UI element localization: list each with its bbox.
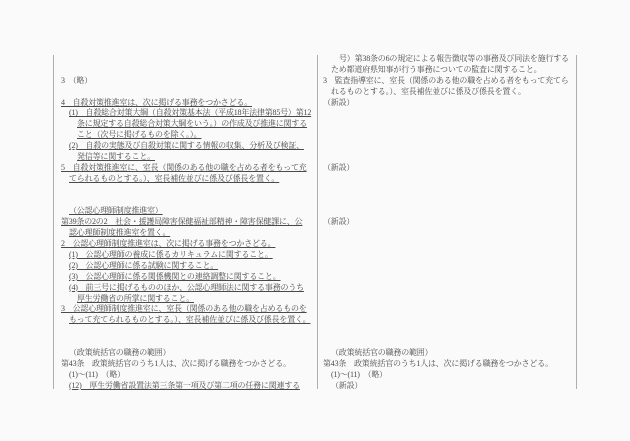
document-line: 条に規定する自殺総合対策大綱をいう。）の作成及び推進に関する <box>77 119 307 129</box>
document-line <box>323 108 574 119</box>
document-line: 第43条 政策統括官のうち1人は、次に掲げる職務をつかさどる。 <box>323 358 553 368</box>
document-line <box>323 304 574 315</box>
document-line: 4 自殺対策推進室は、次に掲げる事務をつかさどる。 <box>61 97 252 107</box>
document-line <box>323 337 574 348</box>
document-line: 厚生労働省の所掌に関すること。 <box>77 293 194 303</box>
document-line: 3 （略） <box>61 75 92 85</box>
document-line: 発信等に関すること。 <box>77 152 155 162</box>
document-line <box>323 261 574 272</box>
document-line <box>323 228 574 239</box>
document-line: （新設） <box>331 380 363 390</box>
document-line <box>61 54 314 65</box>
document-line: (1)～(11) （略） <box>69 369 125 379</box>
document-line <box>323 130 574 141</box>
document-line: (2) 公認心理師に係る試験に関すること。 <box>69 260 219 270</box>
document-line: （政策統括官の職務の範囲） <box>69 348 171 358</box>
document-line <box>61 87 314 98</box>
document-line: (1) 公認心理師の養成に係るカリキュラムに関すること。 <box>69 250 273 260</box>
document-line <box>61 337 314 348</box>
document-line <box>323 196 574 207</box>
document-line: ため都道府県知事が行う事務についての監査に関すること。 <box>331 64 542 74</box>
document-line <box>61 196 314 207</box>
document-line <box>323 326 574 337</box>
document-line: (1)～(11) （略） <box>331 369 387 379</box>
document-line: （新設） <box>323 162 355 172</box>
document-line: 第43条 政策統括官のうち1人は、次に掲げる職務をつかさどる。 <box>61 358 291 368</box>
document-line: (4) 前三号に掲げるもののほか、公認心理師法に関する事務のうち <box>69 282 304 292</box>
document-line: 2 公認心理師制度推進室は、次に掲げる事務をつかさどる。 <box>61 239 276 249</box>
document-line: （新設） <box>323 217 355 227</box>
table-right-border <box>576 55 577 389</box>
document-line: 第39条の2の2 社会・援護局障害保健福祉部精神・障害保健課に、公 <box>61 217 303 227</box>
document-line: （政策統括官の職務の範囲） <box>331 348 433 358</box>
document-line: もって充てられるものとする。）、室長補佐並びに係及び係長を置く。 <box>69 315 311 325</box>
document-line <box>323 239 574 250</box>
document-line: (12) 厚生労働省設置法第三条第一項及び第二項の任務に関連する <box>69 380 300 390</box>
document-line <box>323 283 574 294</box>
document-line: 5 自殺対策推進室に、室長（関係のある他の職を占める者をもって充 <box>61 162 307 172</box>
document-line: れるものとする。）、室長補佐並びに係及び係長を置く。 <box>331 86 526 96</box>
document-line: 3 公認心理師制度推進室に、室長（関係のある他の職を占めるものを <box>61 304 307 314</box>
document-line: (2) 自殺の実態及び自殺対策に関する情報の収集、分析及び検証、 <box>69 141 304 151</box>
revised-text-column <box>61 54 314 394</box>
document-line: (3) 公認心理師に係る関係機関との連絡調整に関すること。 <box>69 271 281 281</box>
document-line: (1) 自殺総合対策大綱（自殺対策基本法（平成18年法律第85号）第12 <box>69 108 312 118</box>
document-line <box>323 185 574 196</box>
document-line <box>323 119 574 130</box>
document-line <box>323 206 574 217</box>
document-line <box>323 141 574 152</box>
document-line: 号）第38条の6の規定による報告徴収等の事務及び同法を施行する <box>339 54 569 63</box>
document-line <box>61 326 314 337</box>
current-text-column <box>323 54 574 394</box>
document-line <box>61 65 314 76</box>
document-line: （新設） <box>323 97 355 107</box>
document-line: （公認心理師制度推進室） <box>69 206 163 216</box>
table-left-border <box>53 55 54 389</box>
document-line: 認心理師制度推進室を置く。 <box>69 228 171 238</box>
table-column-divider <box>317 55 318 389</box>
document-line <box>323 250 574 261</box>
document-line <box>61 185 314 196</box>
document-line: こと（次号に掲げるものを除く。）。 <box>77 130 202 140</box>
document-line <box>323 315 574 326</box>
document-line: てられるものとする。）、室長補佐並びに係及び係長を置く。 <box>69 173 280 183</box>
document-line <box>323 174 574 185</box>
document-line: 3 監査指導室に、室長（関係のある他の職を占める者をもって充てら <box>323 75 569 85</box>
document-line <box>323 294 574 305</box>
document-line <box>323 272 574 283</box>
document-line <box>323 152 574 163</box>
